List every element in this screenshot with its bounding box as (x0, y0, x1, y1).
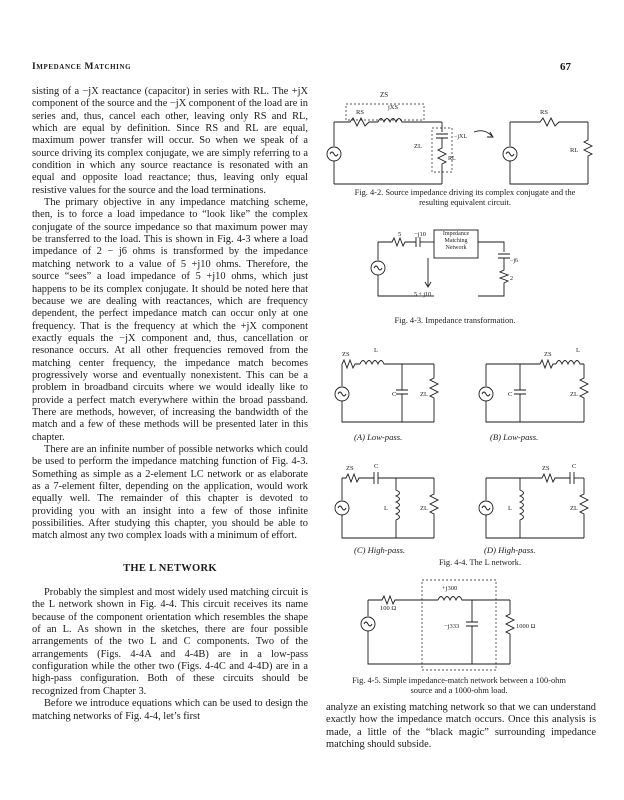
label-zs: ZS (380, 91, 389, 99)
figure-4-5-caption: Fig. 4-5. Simple impedance-match network between a 100-ohm source and a 1000-ohm load. (352, 676, 566, 695)
figure-4-2-diagram (330, 84, 594, 184)
figure-4-5-diagram (360, 578, 550, 674)
subfigure-d-label: (D) High-pass. (484, 545, 536, 555)
right-column-text (326, 702, 596, 751)
figure-4-4-caption: Fig. 4-4. The L network. (438, 558, 522, 567)
label-c: C (508, 391, 513, 398)
paragraph: The primary objective in any impedance matching scheme, then, is to force a load impedance to “look like” the complex conjugate of the source impedance so that maximum power may be transferred to the load. This is shown in Fig. 4-3 where a load impedance of 2 − j6 ohms is transformed by the impedance matching network to a value of 5 +j10 ohms. Therefore, the source “sees” a load impedance of 5 +j10 ohms, which just happens to be its complex conjugate. It should be noted here that because we are dealing with reactances, which are frequency dependent, the perfect impedance match can occur only at one frequency. That is the frequency at which the +jX component exactly equals the −jX component and, thus, cancellation or resonance occurs. At all other frequencies removed from the matching center frequency, the impedance match becomes progressively worse and eventually nonexistent. This can be a problem in broadband circuits where we would ideally like to provide a perfect match everywhere within the broad passband. There are methods, however, of increasing the bandwidth of the match and a few of these methods will be presented later in this chapter. (32, 197, 308, 443)
label-1000-ohm: 1000 Ω (516, 623, 536, 630)
matching-network-box-label: Impedance Matching Network (442, 231, 470, 251)
paragraph: analyze an existing matching network so that we can understand exactly how the impedance match occurs. Once this analysis is made, a little of the “black magic” surrounding impedance matching should subside. (326, 702, 596, 751)
paragraph: sisting of a −jX reactance (capacitor) in series with RL. The +jX component of the source and the −jX component of the load are in series and, thus, cancel each other, leaving only RS and RL, which are equal by definition. Since RS and RL are equal, maximum power transfer will occur. So when we speak of a source driving its complex conjugate, we are simply referring to a condition in which any source reactance is resonated with an equal and opposite load reactance; thus, leaving only equal resistive values for the source and the load terminations. (32, 86, 308, 196)
figure-4-3-caption: Fig. 4-3. Impedance transformation. (394, 316, 516, 325)
paragraph: There are an infinite number of possible networks which could be used to perform the impedance matching function of Fig. 4-3. Something as simple as a 2-element LC network or as elaborate as a 7-element filter, depending on the application, would work equally well. The remainder of this chapter is devoted to providing you with an insight into a few of those infinite possibilities. After studying this chapter, you should be able to match almost any two complex loads with a minimum of effort. (32, 443, 308, 542)
label-2-ohm: 2 (510, 276, 513, 282)
label-l: L (576, 347, 580, 354)
label-zs: ZS (542, 465, 550, 472)
label-l: L (374, 347, 378, 354)
label-plus-j300: +j300 (442, 585, 458, 592)
label-zl: ZL (420, 505, 428, 512)
figure-4-3-diagram (370, 224, 540, 304)
figure-4-4-d-diagram (480, 460, 590, 540)
label-l: L (508, 505, 512, 512)
label-zs: ZS (346, 465, 354, 472)
label-zl: ZL (570, 505, 578, 512)
label-5-plus-j10: 5 + j10 (414, 292, 432, 298)
label-rs: RS (356, 109, 364, 116)
label-zl: ZL (414, 143, 422, 150)
label-zl: ZL (420, 391, 428, 398)
page-number: 67 (560, 61, 571, 73)
label-zs: ZS (544, 351, 552, 358)
left-column (32, 86, 308, 723)
section-heading: THE L NETWORK (123, 562, 217, 574)
figure-4-4-c-diagram (336, 460, 446, 540)
subfigure-b-label: (B) Low-pass. (490, 432, 539, 442)
paragraph: Before we introduce equations which can be used to design the matching networks of Fig. 4-4, let’s first (32, 698, 308, 722)
label-jxs: jXS (388, 104, 399, 111)
label-100-ohm: 100 Ω (380, 605, 397, 612)
subfigure-a-label: (A) Low-pass. (354, 432, 403, 442)
figure-4-4-b-diagram (480, 346, 590, 424)
label-jxl: −jXL (454, 134, 468, 140)
label-c: C (374, 463, 379, 470)
subfigure-c-label: (C) High-pass. (354, 545, 406, 555)
label-rl: RL (448, 156, 456, 162)
figure-4-2-caption: Fig. 4-2. Source impedance driving its complex conjugate and the resulting equivalent circuit. (354, 188, 576, 207)
label-minus-j333: −j333 (444, 623, 460, 630)
label-c: C (572, 463, 577, 470)
figure-4-4-a-diagram (336, 346, 446, 424)
label-rs-equivalent: RS (540, 109, 548, 116)
label-c: C (392, 391, 397, 398)
label-zl: ZL (570, 391, 578, 398)
label-5-ohm: 5 (398, 231, 402, 238)
running-head: Impedance Matching (32, 62, 132, 72)
label-minus-j10: −j10 (414, 231, 426, 238)
label-zs: ZS (342, 351, 350, 358)
label-rl-equivalent: RL (570, 147, 579, 154)
label-l: L (384, 505, 388, 512)
paragraph: Probably the simplest and most widely used matching circuit is the L network shown in Fig. 4-4. This circuit receives its name because of the component orientation which resembles the shape of an L. As shown in the sketches, there are four possible arrangements of the two L and C components. Two of the arrangements (Figs. 4-4A and 4-4B) are in a low-pass configuration while the other two (Figs. 4-4C and 4-4D) are in a high-pass configuration. Both of these circuits should be recognized from Chapter 3. (32, 587, 308, 697)
label-minus-j6: −j6 (510, 258, 519, 264)
